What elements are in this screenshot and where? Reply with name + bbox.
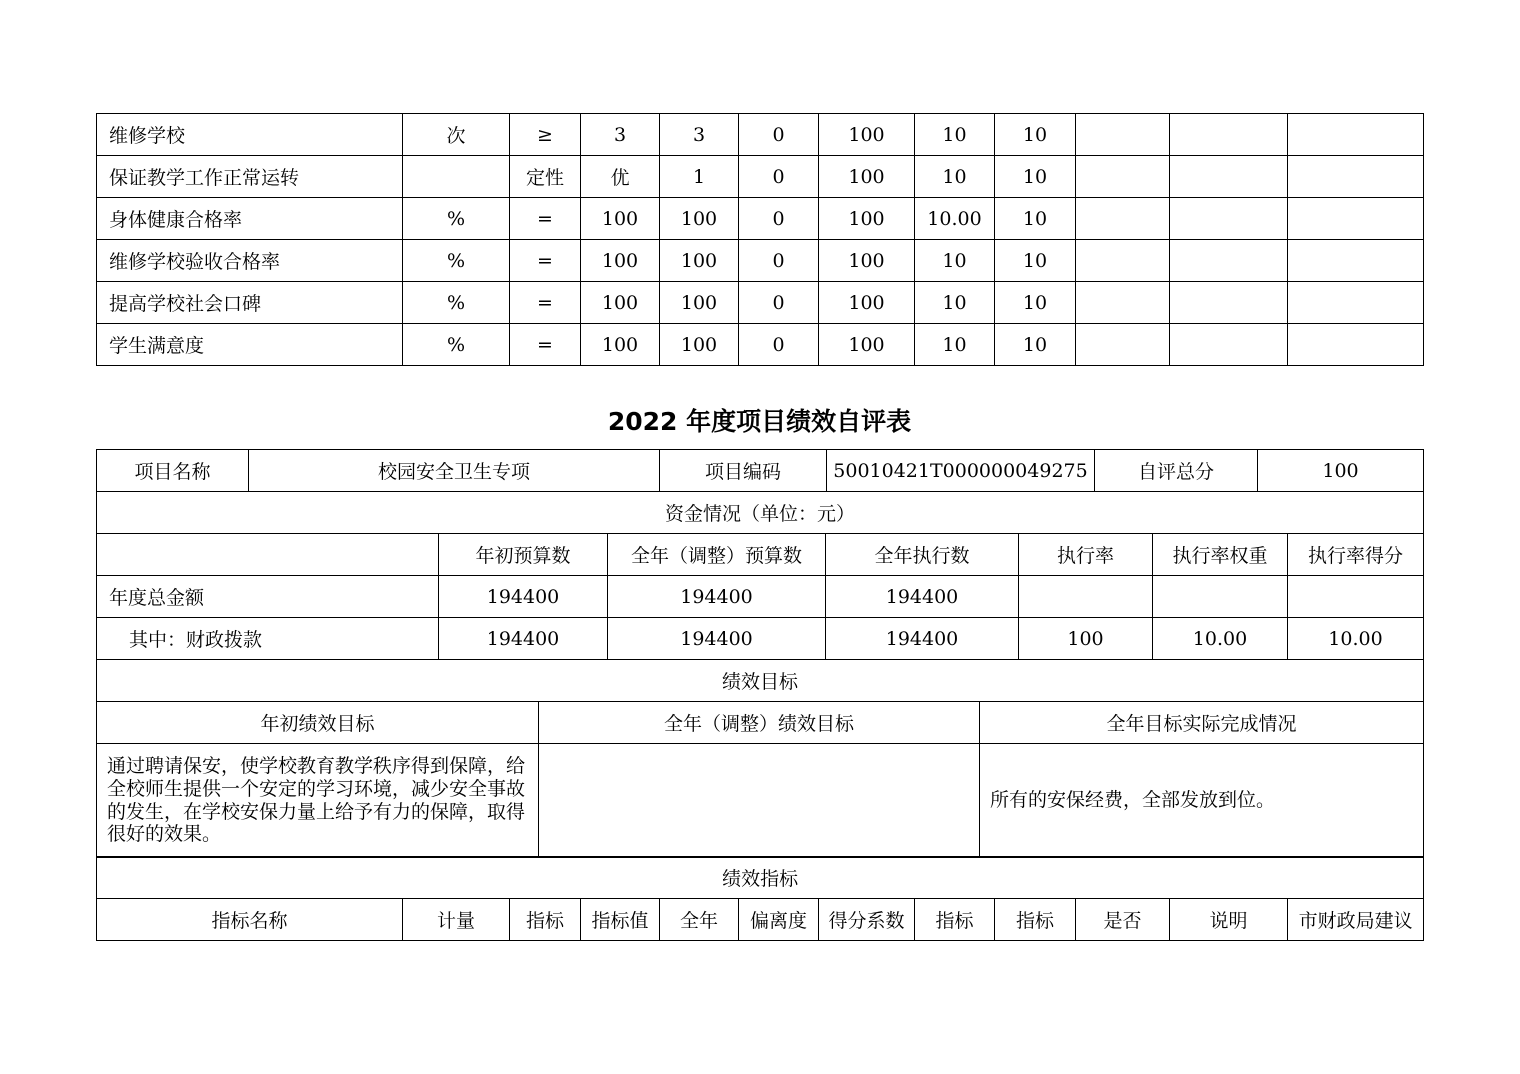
funds-row-total: [97, 576, 1424, 618]
indicator-empty-cell: [1288, 156, 1424, 198]
indicator-actual: 100: [660, 240, 739, 282]
project-name-label: 项目名称: [97, 450, 249, 492]
indicator-row: [97, 324, 1424, 366]
indicator-score: 10: [995, 324, 1076, 366]
funds-rate: 100: [1019, 618, 1153, 660]
funds-header-row: [97, 534, 1424, 576]
indicator-target: 100: [581, 198, 660, 240]
funds-executed: 194400: [826, 576, 1019, 618]
indicator-actual: 3: [660, 114, 739, 156]
funds-section-title: 资金情况（单位：元）: [97, 492, 1424, 534]
indicator-unit: [403, 156, 510, 198]
indicator-weight: 10: [915, 240, 995, 282]
indicator-target: 100: [581, 240, 660, 282]
adjusted-goal-text: [539, 744, 980, 858]
indicator-empty-cell: [1076, 114, 1170, 156]
indicator-header: 指标名称: [97, 899, 403, 941]
indicator-target: 100: [581, 282, 660, 324]
funds-score: [1288, 576, 1424, 618]
indicator-score: 10: [995, 198, 1076, 240]
goals-table: [96, 659, 1424, 858]
indicator-name: 维修学校验收合格率: [97, 240, 403, 282]
funds-initial: 194400: [439, 618, 608, 660]
indicator-name: 学生满意度: [97, 324, 403, 366]
indicator-header: 偏离度: [739, 899, 819, 941]
indicator-header: 计量: [403, 899, 510, 941]
indicator-empty-cell: [1076, 282, 1170, 324]
indicator-coef: 100: [819, 156, 915, 198]
indicator-header: 是否: [1076, 899, 1170, 941]
indicators-header-table: [96, 856, 1424, 941]
indicator-table-continued: [96, 113, 1424, 366]
indicators-section-row: [97, 857, 1424, 899]
indicator-weight: 10: [915, 156, 995, 198]
funds-row-fiscal: [97, 618, 1424, 660]
funds-header: 全年执行数: [826, 534, 1019, 576]
indicator-empty-cell: [1170, 114, 1288, 156]
indicator-header: 全年: [660, 899, 739, 941]
indicator-name: 提高学校社会口碑: [97, 282, 403, 324]
indicator-empty-cell: [1076, 324, 1170, 366]
indicator-header: 市财政局建议: [1288, 899, 1424, 941]
indicator-deviation: 0: [739, 198, 819, 240]
indicators-section-title: 绩效指标: [97, 857, 1424, 899]
indicator-empty-cell: [1170, 324, 1288, 366]
funds-header: 执行率权重: [1153, 534, 1288, 576]
goals-header: 年初绩效目标: [97, 702, 539, 744]
indicator-row: [97, 156, 1424, 198]
indicator-empty-cell: [1288, 114, 1424, 156]
indicator-row: [97, 240, 1424, 282]
goals-content-row: [97, 744, 1424, 858]
indicator-row: [97, 282, 1424, 324]
initial-goal-text: 通过聘请保安，使学校教育教学秩序得到保障，给全校师生提供一个安定的学习环境，减少安全事故的发生，在学校安保力量上给予有力的保障，取得很好的效果。: [97, 744, 539, 858]
project-name: 校园安全卫生专项: [249, 450, 660, 492]
goals-section-title: 绩效目标: [97, 660, 1424, 702]
indicator-weight: 10: [915, 282, 995, 324]
indicator-unit: %: [403, 240, 510, 282]
indicator-row: [97, 114, 1424, 156]
indicator-deviation: 0: [739, 240, 819, 282]
indicator-coef: 100: [819, 198, 915, 240]
indicator-score: 10: [995, 282, 1076, 324]
indicator-header: 指标: [510, 899, 581, 941]
indicator-empty-cell: [1170, 240, 1288, 282]
indicator-empty-cell: [1170, 156, 1288, 198]
indicator-score: 10: [995, 156, 1076, 198]
indicator-header: 说明: [1170, 899, 1288, 941]
funds-header: 全年（调整）预算数: [608, 534, 826, 576]
indicator-unit: %: [403, 282, 510, 324]
funds-row-label: 年度总金额: [97, 576, 439, 618]
indicator-coef: 100: [819, 282, 915, 324]
indicator-empty-cell: [1288, 240, 1424, 282]
indicator-header: 得分系数: [819, 899, 915, 941]
project-code-label: 项目编码: [660, 450, 827, 492]
project-info-row: [97, 450, 1424, 492]
goals-section-row: [97, 660, 1424, 702]
indicator-empty-cell: [1076, 240, 1170, 282]
goals-header: 全年目标实际完成情况: [980, 702, 1424, 744]
indicator-coef: 100: [819, 324, 915, 366]
funds-initial: 194400: [439, 576, 608, 618]
funds-header: 执行率得分: [1288, 534, 1424, 576]
indicator-op: =: [510, 282, 581, 324]
indicator-weight: 10: [915, 324, 995, 366]
indicator-empty-cell: [1076, 198, 1170, 240]
indicator-name: 维修学校: [97, 114, 403, 156]
indicator-deviation: 0: [739, 114, 819, 156]
indicator-unit: %: [403, 198, 510, 240]
indicator-deviation: 0: [739, 324, 819, 366]
project-info-table: [96, 449, 1424, 534]
indicator-empty-cell: [1076, 156, 1170, 198]
indicator-actual: 100: [660, 282, 739, 324]
funds-executed: 194400: [826, 618, 1019, 660]
indicator-score: 10: [995, 240, 1076, 282]
funds-header-blank: [97, 534, 439, 576]
indicator-row: [97, 198, 1424, 240]
funds-weight: 10.00: [1153, 618, 1288, 660]
actual-completion-text: 所有的安保经费，全部发放到位。: [980, 744, 1424, 858]
indicator-empty-cell: [1170, 198, 1288, 240]
indicator-unit: 次: [403, 114, 510, 156]
funds-table: [96, 533, 1424, 660]
indicator-header: 指标值: [581, 899, 660, 941]
self-score: 100: [1258, 450, 1424, 492]
funds-section-row: [97, 492, 1424, 534]
indicator-actual: 100: [660, 324, 739, 366]
indicator-target: 100: [581, 324, 660, 366]
indicator-actual: 100: [660, 198, 739, 240]
indicators-header-row: [97, 899, 1424, 941]
funds-adjusted: 194400: [608, 618, 826, 660]
indicator-empty-cell: [1288, 198, 1424, 240]
indicator-target: 3: [581, 114, 660, 156]
indicator-op: =: [510, 240, 581, 282]
indicator-op: =: [510, 324, 581, 366]
indicator-op: =: [510, 198, 581, 240]
funds-score: 10.00: [1288, 618, 1424, 660]
funds-row-label: 其中：财政拨款: [97, 618, 439, 660]
page-title: 2022 年度项目绩效自评表: [607, 407, 912, 436]
funds-weight: [1153, 576, 1288, 618]
goals-header: 全年（调整）绩效目标: [539, 702, 980, 744]
indicator-unit: %: [403, 324, 510, 366]
indicator-name: 保证教学工作正常运转: [97, 156, 403, 198]
indicator-header: 指标: [915, 899, 995, 941]
indicator-target: 优: [581, 156, 660, 198]
indicator-empty-cell: [1288, 324, 1424, 366]
indicator-actual: 1: [660, 156, 739, 198]
funds-rate: [1019, 576, 1153, 618]
indicator-weight: 10: [915, 114, 995, 156]
funds-header: 执行率: [1019, 534, 1153, 576]
indicator-coef: 100: [819, 114, 915, 156]
indicator-weight: 10.00: [915, 198, 995, 240]
funds-adjusted: 194400: [608, 576, 826, 618]
self-score-label: 自评总分: [1095, 450, 1258, 492]
funds-header: 年初预算数: [439, 534, 608, 576]
indicator-deviation: 0: [739, 156, 819, 198]
indicator-coef: 100: [819, 240, 915, 282]
indicator-op: 定性: [510, 156, 581, 198]
indicator-header: 指标: [995, 899, 1076, 941]
indicator-deviation: 0: [739, 282, 819, 324]
indicator-empty-cell: [1288, 282, 1424, 324]
indicator-op: ≥: [510, 114, 581, 156]
goals-header-row: [97, 702, 1424, 744]
project-code: 50010421T000000049275: [827, 450, 1095, 492]
indicator-score: 10: [995, 114, 1076, 156]
indicator-empty-cell: [1170, 282, 1288, 324]
indicator-name: 身体健康合格率: [97, 198, 403, 240]
